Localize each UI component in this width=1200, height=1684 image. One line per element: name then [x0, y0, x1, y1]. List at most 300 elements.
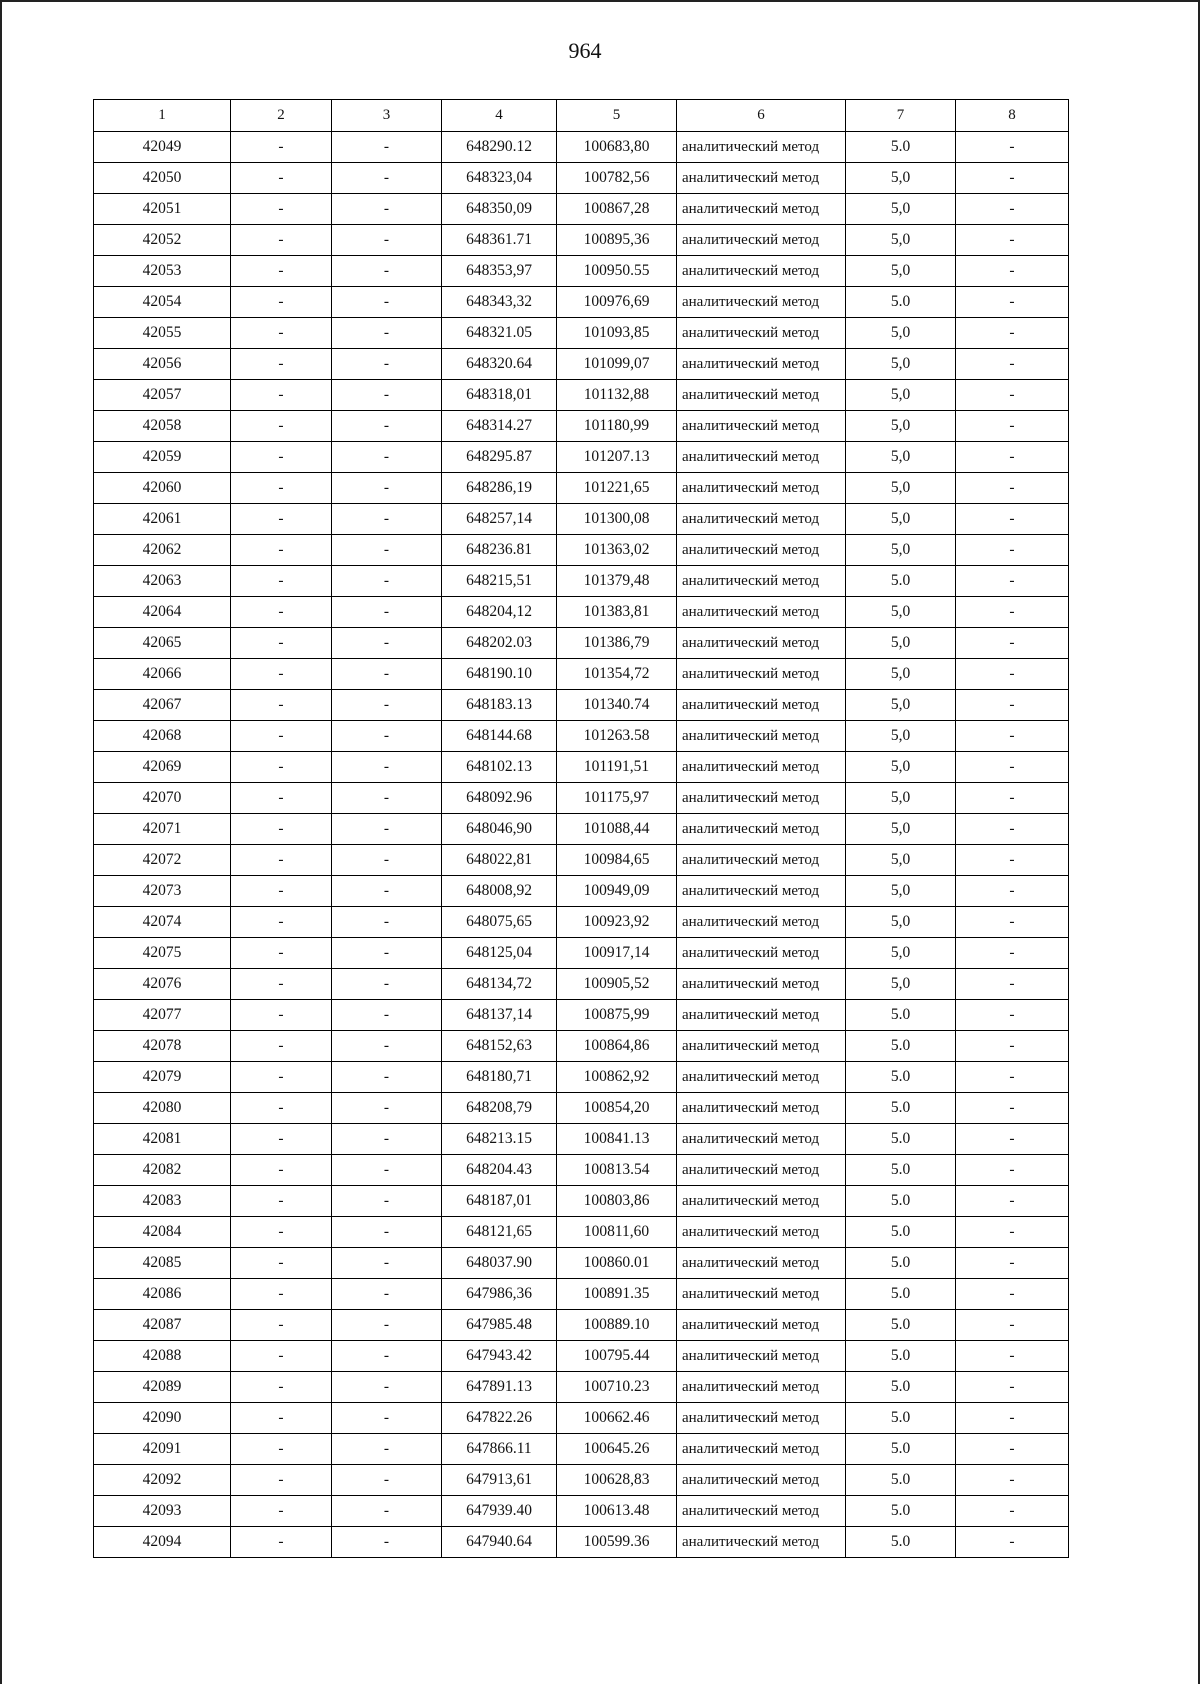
x-coordinate-cell: 648102.13 — [442, 752, 557, 783]
point-number-cell: 42070 — [94, 783, 231, 814]
point-number-cell: 42092 — [94, 1465, 231, 1496]
col2-cell: - — [231, 163, 332, 194]
col3-cell: - — [332, 1186, 442, 1217]
point-number-cell: 42089 — [94, 1372, 231, 1403]
table-row — [94, 721, 1069, 752]
col2-cell: - — [231, 1031, 332, 1062]
accuracy-cell: 5.0 — [846, 1248, 956, 1279]
col3-cell: - — [332, 721, 442, 752]
y-coordinate-cell: 100923,92 — [557, 907, 677, 938]
col2-cell: - — [231, 597, 332, 628]
accuracy-cell: 5.0 — [846, 1000, 956, 1031]
x-coordinate-cell: 648204,12 — [442, 597, 557, 628]
accuracy-cell: 5,0 — [846, 473, 956, 504]
table-row — [94, 535, 1069, 566]
x-coordinate-cell: 647939.40 — [442, 1496, 557, 1527]
table-row — [94, 1279, 1069, 1310]
y-coordinate-cell: 100662.46 — [557, 1403, 677, 1434]
col2-cell: - — [231, 535, 332, 566]
col8-cell: - — [956, 442, 1069, 473]
point-number-cell: 42085 — [94, 1248, 231, 1279]
col3-cell: - — [332, 752, 442, 783]
method-cell: аналитический метод — [677, 628, 846, 659]
table-row — [94, 1186, 1069, 1217]
x-coordinate-cell: 647943.42 — [442, 1341, 557, 1372]
x-coordinate-cell: 648137,14 — [442, 1000, 557, 1031]
table-row — [94, 442, 1069, 473]
col8-cell: - — [956, 1248, 1069, 1279]
column-header: 2 — [231, 100, 332, 132]
col2-cell: - — [231, 907, 332, 938]
y-coordinate-cell: 101383,81 — [557, 597, 677, 628]
col3-cell: - — [332, 1155, 442, 1186]
point-number-cell: 42056 — [94, 349, 231, 380]
method-cell: аналитический метод — [677, 1403, 846, 1434]
col3-cell: - — [332, 969, 442, 1000]
col8-cell: - — [956, 287, 1069, 318]
method-cell: аналитический метод — [677, 349, 846, 380]
col3-cell: - — [332, 938, 442, 969]
point-number-cell: 42067 — [94, 690, 231, 721]
table-row — [94, 1465, 1069, 1496]
col2-cell: - — [231, 876, 332, 907]
method-cell: аналитический метод — [677, 1341, 846, 1372]
x-coordinate-cell: 647866.11 — [442, 1434, 557, 1465]
table-row — [94, 752, 1069, 783]
accuracy-cell: 5,0 — [846, 938, 956, 969]
col8-cell: - — [956, 318, 1069, 349]
col8-cell: - — [956, 1031, 1069, 1062]
table-row — [94, 1496, 1069, 1527]
col2-cell: - — [231, 814, 332, 845]
y-coordinate-cell: 100867,28 — [557, 194, 677, 225]
accuracy-cell: 5,0 — [846, 504, 956, 535]
table-row — [94, 473, 1069, 504]
col8-cell: - — [956, 256, 1069, 287]
point-number-cell: 42084 — [94, 1217, 231, 1248]
table-row — [94, 938, 1069, 969]
method-cell: аналитический метод — [677, 318, 846, 349]
table-row — [94, 1403, 1069, 1434]
y-coordinate-cell: 100949,09 — [557, 876, 677, 907]
col8-cell: - — [956, 1155, 1069, 1186]
page-number: 964 — [568, 38, 602, 63]
y-coordinate-cell: 100782,56 — [557, 163, 677, 194]
accuracy-cell: 5,0 — [846, 380, 956, 411]
table-row — [94, 1527, 1069, 1558]
col2-cell: - — [231, 969, 332, 1000]
column-header: 6 — [677, 100, 846, 132]
accuracy-cell: 5,0 — [846, 411, 956, 442]
coordinates-table-container — [93, 99, 1069, 1558]
accuracy-cell: 5,0 — [846, 907, 956, 938]
table-row — [94, 1217, 1069, 1248]
accuracy-cell: 5,0 — [846, 225, 956, 256]
point-number-cell: 42074 — [94, 907, 231, 938]
method-cell: аналитический метод — [677, 969, 846, 1000]
x-coordinate-cell: 648290.12 — [442, 132, 557, 163]
col2-cell: - — [231, 1372, 332, 1403]
col8-cell: - — [956, 1496, 1069, 1527]
table-row — [94, 1031, 1069, 1062]
y-coordinate-cell: 100891.35 — [557, 1279, 677, 1310]
point-number-cell: 42077 — [94, 1000, 231, 1031]
y-coordinate-cell: 100854,20 — [557, 1093, 677, 1124]
col2-cell: - — [231, 1403, 332, 1434]
table-row — [94, 163, 1069, 194]
col2-cell: - — [231, 628, 332, 659]
col3-cell: - — [332, 287, 442, 318]
column-header: 1 — [94, 100, 231, 132]
col8-cell: - — [956, 349, 1069, 380]
y-coordinate-cell: 100917,14 — [557, 938, 677, 969]
col8-cell: - — [956, 907, 1069, 938]
table-row — [94, 597, 1069, 628]
point-number-cell: 42062 — [94, 535, 231, 566]
col3-cell: - — [332, 163, 442, 194]
point-number-cell: 42049 — [94, 132, 231, 163]
method-cell: аналитический метод — [677, 1062, 846, 1093]
col8-cell: - — [956, 1372, 1069, 1403]
point-number-cell: 42079 — [94, 1062, 231, 1093]
accuracy-cell: 5.0 — [846, 1310, 956, 1341]
column-header: 7 — [846, 100, 956, 132]
point-number-cell: 42058 — [94, 411, 231, 442]
col3-cell: - — [332, 783, 442, 814]
col2-cell: - — [231, 566, 332, 597]
col8-cell: - — [956, 535, 1069, 566]
col3-cell: - — [332, 473, 442, 504]
col3-cell: - — [332, 566, 442, 597]
x-coordinate-cell: 648022,81 — [442, 845, 557, 876]
table-row — [94, 1248, 1069, 1279]
col3-cell: - — [332, 1434, 442, 1465]
method-cell: аналитический метод — [677, 597, 846, 628]
col8-cell: - — [956, 721, 1069, 752]
table-row — [94, 132, 1069, 163]
table-row — [94, 380, 1069, 411]
col2-cell: - — [231, 783, 332, 814]
accuracy-cell: 5.0 — [846, 566, 956, 597]
coordinates-table — [93, 99, 1069, 1558]
table-row — [94, 876, 1069, 907]
table-row — [94, 1341, 1069, 1372]
accuracy-cell: 5,0 — [846, 163, 956, 194]
col3-cell: - — [332, 411, 442, 442]
table-row — [94, 1000, 1069, 1031]
table-row — [94, 194, 1069, 225]
y-coordinate-cell: 100841.13 — [557, 1124, 677, 1155]
col2-cell: - — [231, 225, 332, 256]
x-coordinate-cell: 648180,71 — [442, 1062, 557, 1093]
x-coordinate-cell: 647891.13 — [442, 1372, 557, 1403]
table-row — [94, 411, 1069, 442]
accuracy-cell: 5,0 — [846, 721, 956, 752]
col8-cell: - — [956, 1279, 1069, 1310]
col2-cell: - — [231, 1341, 332, 1372]
col3-cell: - — [332, 1000, 442, 1031]
table-row — [94, 783, 1069, 814]
x-coordinate-cell: 648037.90 — [442, 1248, 557, 1279]
y-coordinate-cell: 100905,52 — [557, 969, 677, 1000]
x-coordinate-cell: 648134,72 — [442, 969, 557, 1000]
method-cell: аналитический метод — [677, 566, 846, 597]
column-header: 4 — [442, 100, 557, 132]
y-coordinate-cell: 100613.48 — [557, 1496, 677, 1527]
table-row — [94, 1372, 1069, 1403]
accuracy-cell: 5.0 — [846, 1124, 956, 1155]
table-header — [94, 100, 1069, 132]
col2-cell: - — [231, 318, 332, 349]
col2-cell: - — [231, 1124, 332, 1155]
point-number-cell: 42094 — [94, 1527, 231, 1558]
method-cell: аналитический метод — [677, 690, 846, 721]
method-cell: аналитический метод — [677, 1527, 846, 1558]
col8-cell: - — [956, 659, 1069, 690]
table-row — [94, 628, 1069, 659]
y-coordinate-cell: 100599.36 — [557, 1527, 677, 1558]
col2-cell: - — [231, 1093, 332, 1124]
y-coordinate-cell: 101263.58 — [557, 721, 677, 752]
accuracy-cell: 5.0 — [846, 1279, 956, 1310]
x-coordinate-cell: 648121,65 — [442, 1217, 557, 1248]
y-coordinate-cell: 101180,99 — [557, 411, 677, 442]
x-coordinate-cell: 648208,79 — [442, 1093, 557, 1124]
y-coordinate-cell: 101386,79 — [557, 628, 677, 659]
x-coordinate-cell: 648361.71 — [442, 225, 557, 256]
x-coordinate-cell: 648236.81 — [442, 535, 557, 566]
col8-cell: - — [956, 1465, 1069, 1496]
method-cell: аналитический метод — [677, 907, 846, 938]
point-number-cell: 42063 — [94, 566, 231, 597]
method-cell: аналитический метод — [677, 411, 846, 442]
point-number-cell: 42072 — [94, 845, 231, 876]
point-number-cell: 42050 — [94, 163, 231, 194]
col3-cell: - — [332, 1341, 442, 1372]
accuracy-cell: 5,0 — [846, 628, 956, 659]
method-cell: аналитический метод — [677, 845, 846, 876]
table-row — [94, 1093, 1069, 1124]
method-cell: аналитический метод — [677, 163, 846, 194]
col8-cell: - — [956, 969, 1069, 1000]
col3-cell: - — [332, 876, 442, 907]
accuracy-cell: 5.0 — [846, 1496, 956, 1527]
y-coordinate-cell: 101088,44 — [557, 814, 677, 845]
method-cell: аналитический метод — [677, 1434, 846, 1465]
table-row — [94, 225, 1069, 256]
y-coordinate-cell: 100862,92 — [557, 1062, 677, 1093]
col3-cell: - — [332, 1062, 442, 1093]
col8-cell: - — [956, 504, 1069, 535]
point-number-cell: 42083 — [94, 1186, 231, 1217]
method-cell: аналитический метод — [677, 1496, 846, 1527]
table-row — [94, 1310, 1069, 1341]
x-coordinate-cell: 648213.15 — [442, 1124, 557, 1155]
method-cell: аналитический метод — [677, 1000, 846, 1031]
col2-cell: - — [231, 1217, 332, 1248]
col3-cell: - — [332, 225, 442, 256]
method-cell: аналитический метод — [677, 535, 846, 566]
point-number-cell: 42071 — [94, 814, 231, 845]
col2-cell: - — [231, 1465, 332, 1496]
y-coordinate-cell: 100645.26 — [557, 1434, 677, 1465]
column-header: 8 — [956, 100, 1069, 132]
method-cell: аналитический метод — [677, 1372, 846, 1403]
method-cell: аналитический метод — [677, 752, 846, 783]
point-number-cell: 42059 — [94, 442, 231, 473]
y-coordinate-cell: 100950.55 — [557, 256, 677, 287]
method-cell: аналитический метод — [677, 1124, 846, 1155]
col2-cell: - — [231, 1155, 332, 1186]
point-number-cell: 42088 — [94, 1341, 231, 1372]
col3-cell: - — [332, 845, 442, 876]
col2-cell: - — [231, 473, 332, 504]
point-number-cell: 42055 — [94, 318, 231, 349]
col8-cell: - — [956, 1341, 1069, 1372]
col8-cell: - — [956, 1062, 1069, 1093]
col3-cell: - — [332, 380, 442, 411]
x-coordinate-cell: 648353,97 — [442, 256, 557, 287]
col3-cell: - — [332, 1465, 442, 1496]
scan-edge-top — [0, 0, 1200, 2]
y-coordinate-cell: 101175,97 — [557, 783, 677, 814]
method-cell: аналитический метод — [677, 814, 846, 845]
col2-cell: - — [231, 1186, 332, 1217]
point-number-cell: 42066 — [94, 659, 231, 690]
accuracy-cell: 5.0 — [846, 1341, 956, 1372]
col8-cell: - — [956, 411, 1069, 442]
col3-cell: - — [332, 1031, 442, 1062]
x-coordinate-cell: 648257,14 — [442, 504, 557, 535]
y-coordinate-cell: 101207.13 — [557, 442, 677, 473]
x-coordinate-cell: 648144.68 — [442, 721, 557, 752]
table-row — [94, 1434, 1069, 1465]
method-cell: аналитический метод — [677, 132, 846, 163]
col3-cell: - — [332, 1496, 442, 1527]
col8-cell: - — [956, 194, 1069, 225]
table-row — [94, 566, 1069, 597]
point-number-cell: 42091 — [94, 1434, 231, 1465]
table-row — [94, 349, 1069, 380]
table-row — [94, 659, 1069, 690]
accuracy-cell: 5.0 — [846, 1372, 956, 1403]
table-row — [94, 504, 1069, 535]
x-coordinate-cell: 648286,19 — [442, 473, 557, 504]
col3-cell: - — [332, 535, 442, 566]
col3-cell: - — [332, 1310, 442, 1341]
point-number-cell: 42086 — [94, 1279, 231, 1310]
x-coordinate-cell: 648295.87 — [442, 442, 557, 473]
col8-cell: - — [956, 1527, 1069, 1558]
y-coordinate-cell: 100813.54 — [557, 1155, 677, 1186]
method-cell: аналитический метод — [677, 938, 846, 969]
y-coordinate-cell: 100976,69 — [557, 287, 677, 318]
col8-cell: - — [956, 566, 1069, 597]
accuracy-cell: 5.0 — [846, 1093, 956, 1124]
col3-cell: - — [332, 1527, 442, 1558]
method-cell: аналитический метод — [677, 256, 846, 287]
point-number-cell: 42090 — [94, 1403, 231, 1434]
col2-cell: - — [231, 659, 332, 690]
col2-cell: - — [231, 1527, 332, 1558]
x-coordinate-cell: 647940.64 — [442, 1527, 557, 1558]
y-coordinate-cell: 100984,65 — [557, 845, 677, 876]
col3-cell: - — [332, 318, 442, 349]
col8-cell: - — [956, 845, 1069, 876]
col2-cell: - — [231, 504, 332, 535]
method-cell: аналитический метод — [677, 1031, 846, 1062]
x-coordinate-cell: 648152,63 — [442, 1031, 557, 1062]
method-cell: аналитический метод — [677, 1465, 846, 1496]
accuracy-cell: 5,0 — [846, 597, 956, 628]
x-coordinate-cell: 648202.03 — [442, 628, 557, 659]
col8-cell: - — [956, 597, 1069, 628]
y-coordinate-cell: 101132,88 — [557, 380, 677, 411]
x-coordinate-cell: 648183.13 — [442, 690, 557, 721]
x-coordinate-cell: 648350,09 — [442, 194, 557, 225]
col2-cell: - — [231, 938, 332, 969]
x-coordinate-cell: 648075,65 — [442, 907, 557, 938]
method-cell: аналитический метод — [677, 1310, 846, 1341]
x-coordinate-cell: 648323,04 — [442, 163, 557, 194]
col2-cell: - — [231, 287, 332, 318]
y-coordinate-cell: 101340.74 — [557, 690, 677, 721]
y-coordinate-cell: 100710.23 — [557, 1372, 677, 1403]
x-coordinate-cell: 648187,01 — [442, 1186, 557, 1217]
point-number-cell: 42069 — [94, 752, 231, 783]
point-number-cell: 42057 — [94, 380, 231, 411]
col3-cell: - — [332, 194, 442, 225]
accuracy-cell: 5.0 — [846, 132, 956, 163]
x-coordinate-cell: 648092.96 — [442, 783, 557, 814]
col8-cell: - — [956, 876, 1069, 907]
x-coordinate-cell: 648321.05 — [442, 318, 557, 349]
table-row — [94, 318, 1069, 349]
y-coordinate-cell: 100683,80 — [557, 132, 677, 163]
point-number-cell: 42075 — [94, 938, 231, 969]
col3-cell: - — [332, 597, 442, 628]
col2-cell: - — [231, 132, 332, 163]
col3-cell: - — [332, 659, 442, 690]
col2-cell: - — [231, 442, 332, 473]
col2-cell: - — [231, 1310, 332, 1341]
accuracy-cell: 5.0 — [846, 1527, 956, 1558]
col2-cell: - — [231, 256, 332, 287]
col2-cell: - — [231, 1279, 332, 1310]
x-coordinate-cell: 648318,01 — [442, 380, 557, 411]
accuracy-cell: 5,0 — [846, 845, 956, 876]
accuracy-cell: 5,0 — [846, 969, 956, 1000]
accuracy-cell: 5,0 — [846, 783, 956, 814]
col2-cell: - — [231, 721, 332, 752]
col3-cell: - — [332, 907, 442, 938]
col8-cell: - — [956, 1000, 1069, 1031]
x-coordinate-cell: 648215,51 — [442, 566, 557, 597]
accuracy-cell: 5,0 — [846, 752, 956, 783]
method-cell: аналитический метод — [677, 225, 846, 256]
table-row — [94, 907, 1069, 938]
method-cell: аналитический метод — [677, 380, 846, 411]
y-coordinate-cell: 100864,86 — [557, 1031, 677, 1062]
col8-cell: - — [956, 1093, 1069, 1124]
table-row — [94, 287, 1069, 318]
col2-cell: - — [231, 194, 332, 225]
accuracy-cell: 5.0 — [846, 1155, 956, 1186]
x-coordinate-cell: 648190.10 — [442, 659, 557, 690]
col2-cell: - — [231, 380, 332, 411]
col8-cell: - — [956, 473, 1069, 504]
method-cell: аналитический метод — [677, 473, 846, 504]
